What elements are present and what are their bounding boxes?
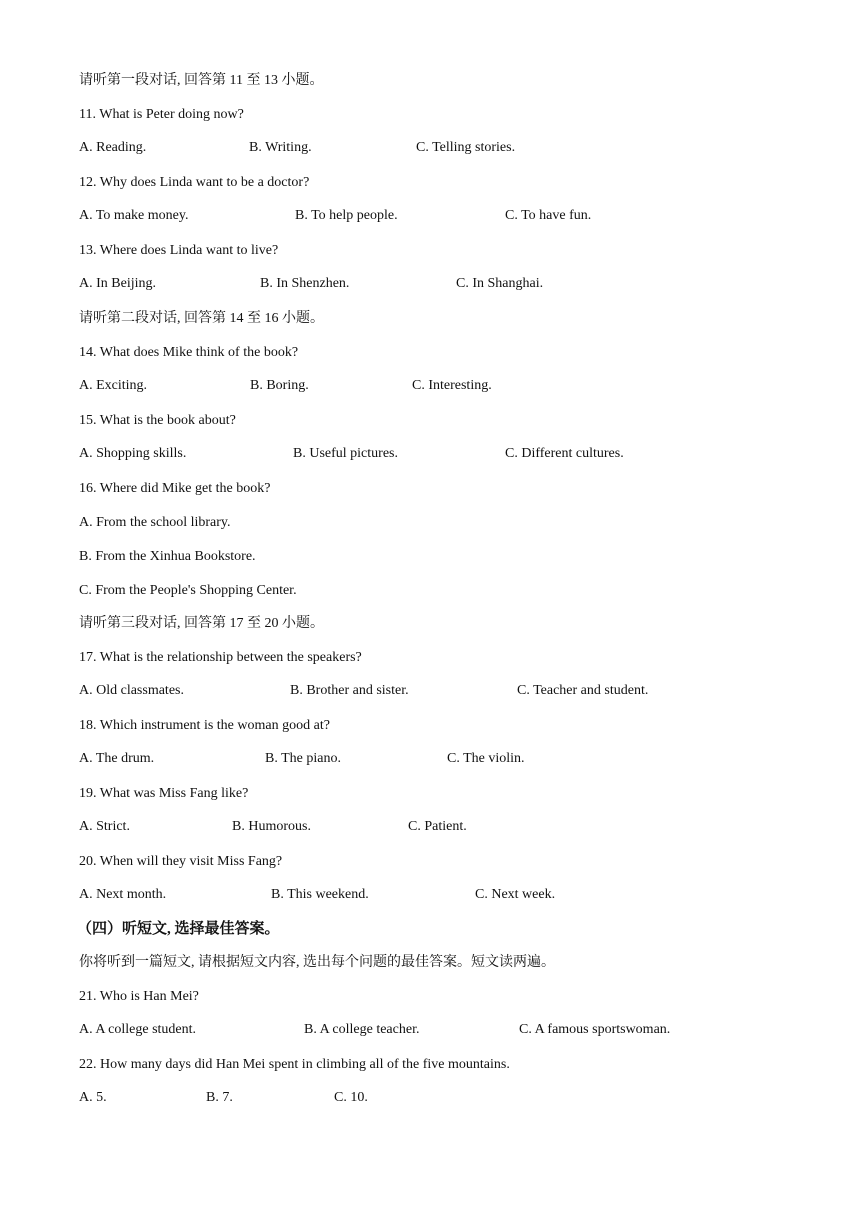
answer-option: A. Exciting. [79,378,148,393]
question-text: 11. What is Peter doing now? [79,107,244,122]
answer-option: C. Interesting. [412,378,492,393]
answer-option: B. Humorous. [232,819,311,834]
question-text: 15. What is the book about? [79,413,236,428]
section-heading: （四）听短文, 选择最佳答案。 [77,921,280,937]
question-text: 14. What does Mike think of the book? [79,345,299,360]
question-text: 13. Where does Linda want to live? [79,243,279,258]
answer-option: A. Strict. [79,819,130,834]
answer-option: A. In Beijing. [79,276,156,291]
instruction-text: 请听第一段对话, 回答第 11 至 13 小题。 [79,73,324,88]
answer-option: C. To have fun. [505,208,592,223]
instruction-text: 请听第三段对话, 回答第 17 至 20 小题。 [79,616,324,631]
question-text: 18. Which instrument is the woman good at? [79,718,330,733]
answer-option: C. Different cultures. [505,446,624,461]
answer-option: B. Brother and sister. [290,683,409,698]
instruction-text: 你将听到一篇短文, 请根据短文内容, 选出每个问题的最佳答案。短文读两遍。 [79,955,555,970]
answer-option: A. From the school library. [79,515,231,530]
answer-option: C. In Shanghai. [456,276,544,291]
answer-option: A. To make money. [79,208,189,223]
answer-option: C. Teacher and student. [517,683,649,698]
answer-option: C. The violin. [447,751,525,766]
question-text: 17. What is the relationship between the speakers? [79,650,362,665]
answer-option: B. To help people. [295,208,398,223]
answer-option: B. Useful pictures. [293,446,398,461]
answer-option: A. 5. [79,1090,107,1105]
question-text: 12. Why does Linda want to be a doctor? [79,175,310,190]
answer-option: C. Patient. [408,819,467,834]
answer-option: C. From the People's Shopping Center. [79,583,297,598]
answer-option: A. Next month. [79,887,167,902]
question-text: 16. Where did Mike get the book? [79,481,271,496]
answer-option: B. This weekend. [271,887,369,902]
instruction-text: 请听第二段对话, 回答第 14 至 16 小题。 [79,311,324,326]
answer-option: A. Reading. [79,140,147,155]
answer-option: B. Boring. [250,378,309,393]
answer-option: B. Writing. [249,140,312,155]
answer-option: C. Telling stories. [416,140,516,155]
answer-option: C. 10. [334,1090,368,1105]
question-text: 19. What was Miss Fang like? [79,786,249,801]
answer-option: B. In Shenzhen. [260,276,350,291]
question-text: 20. When will they visit Miss Fang? [79,854,283,869]
answer-option: C. Next week. [475,887,556,902]
answer-option: C. A famous sportswoman. [519,1022,671,1037]
answer-option: A. Old classmates. [79,683,184,698]
answer-option: A. Shopping skills. [79,446,187,461]
answer-option: A. The drum. [79,751,155,766]
answer-option: A. A college student. [79,1022,197,1037]
answer-option: B. The piano. [265,751,341,766]
answer-option: B. 7. [206,1090,233,1105]
answer-option: B. A college teacher. [304,1022,420,1037]
question-text: 21. Who is Han Mei? [79,989,199,1004]
answer-option: B. From the Xinhua Bookstore. [79,549,256,564]
question-text: 22. How many days did Han Mei spent in climbing all of the five mountains. [79,1057,510,1072]
